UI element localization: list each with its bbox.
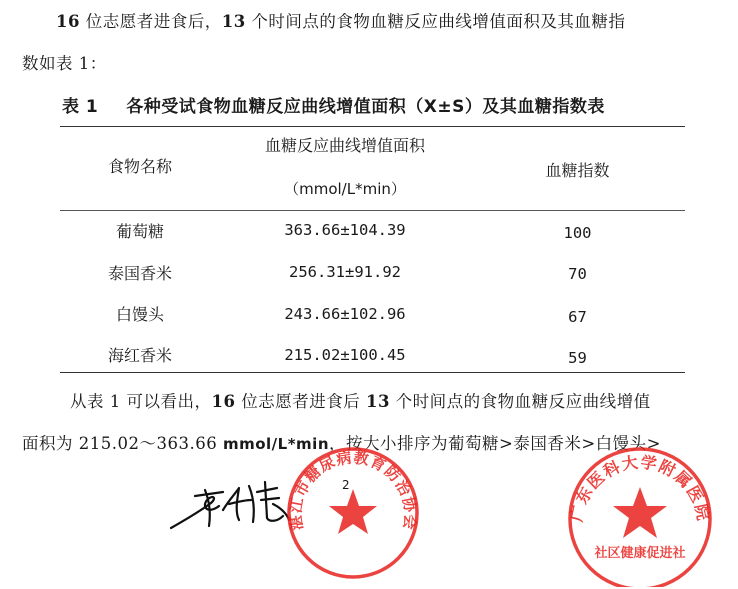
conclusion-number-16: 16 <box>211 392 236 411</box>
row-area: 363.66±104.39 <box>284 221 406 239</box>
conclusion-text-a: 从表 <box>70 392 110 411</box>
right-seal-text: 广东医科大学附属医院 <box>566 452 714 524</box>
header-food-name: 食物名称 <box>107 157 172 176</box>
conclusion-text-e: 面积为 215.02～363.66 <box>22 434 223 453</box>
conclusion-number-13: 13 <box>365 392 390 411</box>
conclusion-unit: mmol/L*min <box>222 435 330 453</box>
left-seal-text: 湛江市糖尿病教育防治协会 <box>286 448 420 532</box>
page-number: 2 <box>342 478 350 492</box>
table-title <box>62 92 605 117</box>
row-gi: 59 <box>568 349 587 367</box>
right-red-seal <box>560 445 720 587</box>
table-header-rule <box>60 210 685 211</box>
right-seal-bottom-text: 社区健康促进社 <box>594 546 686 561</box>
row-food: 葡萄糖 <box>115 222 164 241</box>
conclusion-text-d: 个时间点的食物血糖反应曲线增值 <box>389 392 651 411</box>
intro-text-a: 位志愿者进食后， <box>79 12 222 31</box>
header-area-line-1: 血糖反应曲线增值面积 <box>264 136 425 155</box>
row-food: 泰国香米 <box>107 264 172 283</box>
intro-number-13: 13 <box>221 12 246 31</box>
row-area: 215.02±100.45 <box>284 346 406 364</box>
intro-line-1 <box>22 8 722 32</box>
row-food: 白馒头 <box>115 305 164 324</box>
conclusion-number-1: 1 <box>109 392 121 411</box>
conclusion-text-c: 位志愿者进食后 <box>235 392 366 411</box>
intro-line-2: 数如表 1： <box>22 54 107 73</box>
row-gi: 100 <box>563 224 592 242</box>
left-red-seal <box>283 443 423 583</box>
table-title-text: 各种受试食物血糖反应曲线增值面积（X±S）及其血糖指数表 <box>126 97 605 117</box>
conclusion-text-f: ，按大小排序为葡萄糖>泰国香米>白馒头> <box>329 434 661 453</box>
row-gi: 67 <box>568 308 587 326</box>
header-area-line-2: （mmol/L*min） <box>284 180 406 198</box>
intro-text-b: 个时间点的食物血糖反应曲线增值面积及其血糖指 <box>245 12 626 31</box>
header-glycemic-index: 血糖指数 <box>545 161 610 180</box>
intro-number-16: 16 <box>56 12 80 31</box>
table-bottom-rule <box>60 372 685 373</box>
row-area: 256.31±91.92 <box>289 263 401 281</box>
table-top-rule <box>60 126 685 127</box>
row-area: 243.66±102.96 <box>284 305 406 323</box>
conclusion-text-b: 可以看出， <box>120 392 212 411</box>
row-food: 海红香米 <box>107 346 172 365</box>
conclusion-line-1 <box>22 388 722 412</box>
row-gi: 70 <box>568 265 587 283</box>
table-label: 表 1 <box>62 97 99 117</box>
